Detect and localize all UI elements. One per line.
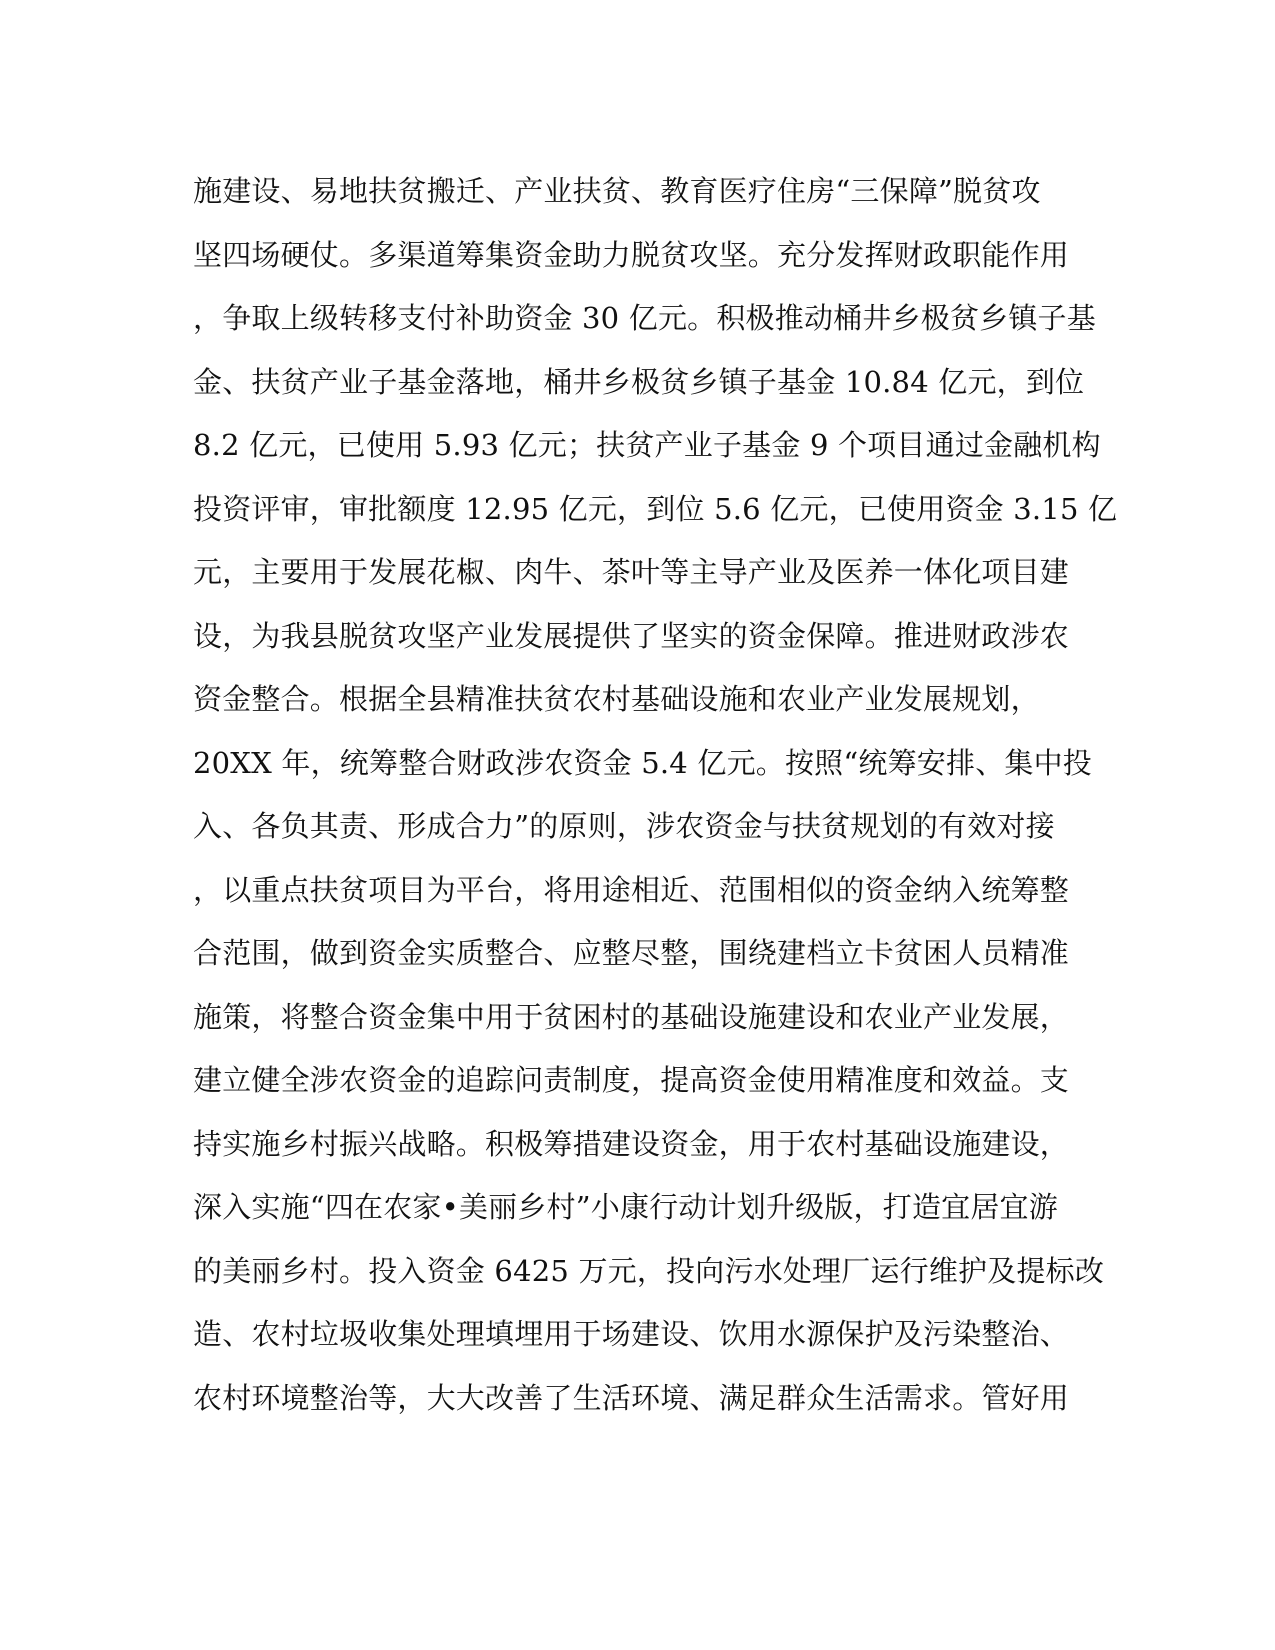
text-line: ，争取上级转移支付补助资金 30 亿元。积极推动桶井乡极贫乡镇子基 [193,301,1096,335]
body-text [193,160,1118,1430]
text-line: 设，为我县脱贫攻坚产业发展提供了坚实的资金保障。推进财政涉农 [193,618,1070,653]
text-line: 坚四场硬仗。多渠道筹集资金助力脱贫攻坚。充分发挥财政职能作用 [193,237,1070,272]
text-line: 施策，将整合资金集中用于贫困村的基础设施建设和农业产业发展， [193,999,1070,1034]
text-line: 施建设、易地扶贫搬迁、产业扶贫、教育医疗住房“三保障”脱贫攻 [193,174,1041,208]
text-line: 入、各负其责、形成合力”的原则，涉农资金与扶贫规划的有效对接 [193,809,1055,843]
text-line: 金、扶贫产业子基金落地，桶井乡极贫乡镇子基金 10.84 亿元，到位 [193,364,1085,399]
text-line: 投资评审，审批额度 12.95 亿元，到位 5.6 亿元，已使用资金 3.15 亿 [193,491,1118,526]
text-line: 深入实施“四在农家•美丽乡村”小康行动计划升级版，打造宜居宜游 [193,1190,1058,1224]
text-line: 的美丽乡村。投入资金 6425 万元，投向污水处理厂运行维护及提标改 [193,1253,1105,1288]
text-line: 20XX 年，统筹整合财政涉农资金 5.4 亿元。按照“统筹安排、集中投 [193,745,1092,780]
text-line: 造、农村垃圾收集处理填埋用于场建设、饮用水源保护及污染整治、 [193,1317,1070,1351]
text-line: 合范围，做到资金实质整合、应整尽整，围绕建档立卡贫困人员精准 [193,936,1070,970]
text-line: ，以重点扶贫项目为平台，将用途相近、范围相似的资金纳入统筹整 [193,872,1070,907]
text-line: 8.2 亿元，已使用 5.93 亿元；扶贫产业子基金 9 个项目通过金融机构 [193,428,1101,462]
text-line: 建立健全涉农资金的追踪问责制度，提高资金使用精准度和效益。支 [193,1063,1070,1097]
text-line: 元，主要用于发展花椒、肉牛、茶叶等主导产业及医养一体化项目建 [193,555,1070,589]
text-line: 资金整合。根据全县精准扶贫农村基础设施和农业产业发展规划， [193,682,1040,716]
text-line: 农村环境整治等，大大改善了生活环境、满足群众生活需求。管好用 [193,1380,1070,1415]
text-line: 持实施乡村振兴战略。积极筹措建设资金，用于农村基础设施建设， [193,1126,1070,1161]
